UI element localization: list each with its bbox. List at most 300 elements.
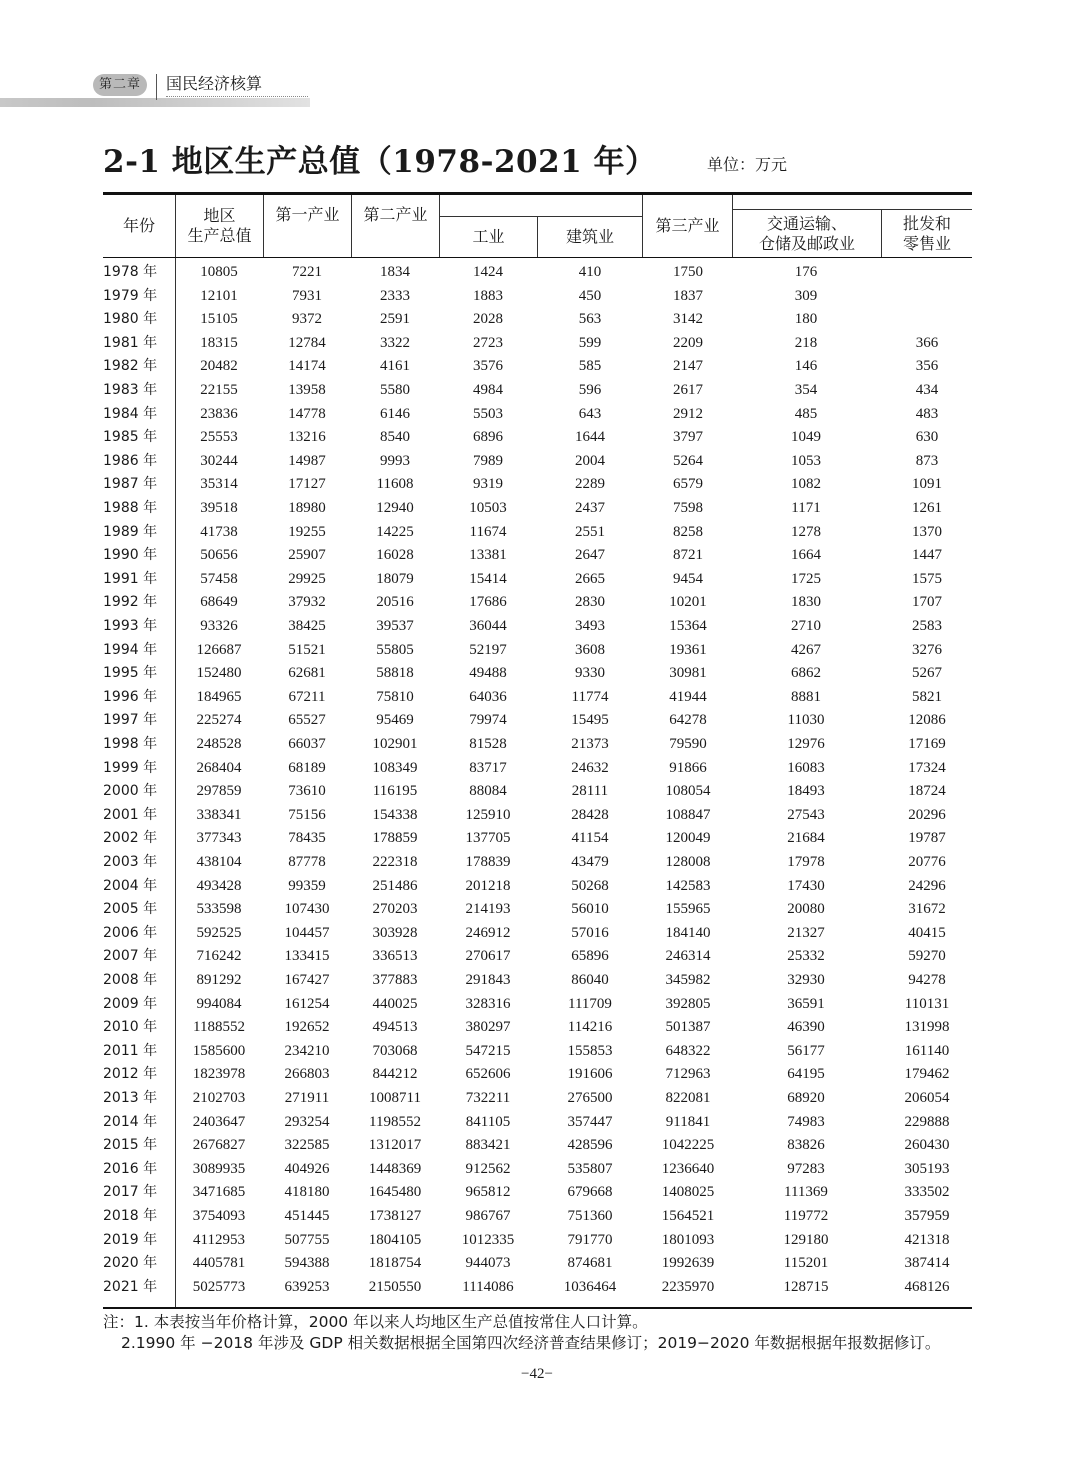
- row-value: 1830: [791, 594, 821, 611]
- row-value: 52197: [469, 641, 507, 658]
- row-value: 24296: [908, 877, 946, 894]
- row-value: 19787: [908, 830, 946, 847]
- row-value: 15364: [669, 618, 707, 634]
- row-value: 891292: [196, 972, 242, 988]
- row-value: 4161: [380, 358, 410, 375]
- table-row: [103, 1229, 972, 1253]
- row-value: 20516: [376, 594, 414, 611]
- row-value: 155965: [665, 901, 711, 918]
- row-value: 17324: [908, 759, 946, 776]
- row-value: 108349: [372, 759, 418, 776]
- row-value: 107430: [284, 901, 330, 918]
- row-year: 2021 年: [103, 1278, 158, 1295]
- row-value: 59270: [908, 948, 946, 965]
- row-value: 25907: [288, 547, 326, 564]
- row-value: 50268: [571, 877, 609, 894]
- row-value: 37932: [288, 594, 326, 611]
- row-value: 1750: [673, 264, 703, 280]
- row-value: 1738127: [368, 1208, 422, 1224]
- header-bottom-rule: [103, 257, 972, 258]
- row-value: 1585600: [192, 1042, 246, 1059]
- row-value: 50656: [200, 547, 238, 564]
- row-value: 2102703: [192, 1090, 246, 1106]
- table-row: [103, 875, 972, 899]
- row-year: 1995 年: [103, 665, 158, 682]
- row-value: 81528: [469, 736, 507, 752]
- header-sub-rule-tertiary: [732, 209, 972, 210]
- row-value: 24632: [571, 759, 609, 776]
- row-value: 58818: [376, 665, 414, 682]
- row-value: 1114086: [462, 1278, 514, 1295]
- row-value: 46390: [787, 1019, 825, 1036]
- row-year: 1989 年: [103, 523, 158, 540]
- row-value: 366: [915, 334, 939, 351]
- row-value: 404926: [284, 1160, 330, 1177]
- row-value: 137705: [465, 830, 511, 847]
- row-year: 1987 年: [103, 476, 158, 493]
- row-value: 356: [915, 358, 939, 375]
- row-value: 266803: [284, 1066, 330, 1083]
- row-year: 2006 年: [103, 924, 158, 941]
- page-number: −42−: [521, 1366, 553, 1382]
- row-value: [882, 261, 972, 285]
- row-value: 51521: [288, 641, 326, 658]
- table-row: [103, 332, 972, 356]
- row-value: 31672: [908, 901, 946, 918]
- row-value: 822081: [665, 1090, 711, 1106]
- row-value: 3089935: [192, 1160, 246, 1177]
- table-row: [103, 308, 972, 332]
- row-value: 152480: [196, 665, 242, 682]
- row-value: 268404: [196, 759, 242, 776]
- row-value: 21684: [787, 830, 825, 847]
- col-header-secondary: 第二产业: [363, 205, 428, 224]
- row-value: 104457: [284, 924, 330, 941]
- table-row: [103, 285, 972, 309]
- row-value: 19361: [669, 641, 707, 658]
- row-value: 5503: [473, 405, 503, 422]
- row-value: 7931: [292, 287, 322, 304]
- row-year: 1992 年: [103, 594, 158, 611]
- table-row: [103, 615, 972, 639]
- row-value: 2665: [575, 570, 605, 587]
- row-value: 176: [794, 264, 818, 280]
- header-vrule: [642, 195, 643, 257]
- row-value: 592525: [196, 924, 242, 941]
- table-row: [103, 1040, 972, 1064]
- row-value: 246314: [665, 948, 711, 965]
- row-value: 78435: [288, 830, 326, 847]
- row-value: 29925: [288, 570, 326, 587]
- header-vrule: [732, 195, 733, 257]
- table-row: [103, 639, 972, 663]
- row-value: 599: [578, 334, 602, 351]
- row-value: 965812: [465, 1184, 511, 1201]
- col-header-primary: 第一产业: [275, 205, 340, 224]
- header-vrule: [263, 195, 264, 257]
- header-divider: [156, 74, 157, 100]
- row-value: 451445: [284, 1208, 330, 1224]
- row-value: 155853: [567, 1042, 613, 1059]
- row-value: 251486: [372, 877, 418, 894]
- row-value: 225274: [196, 712, 242, 729]
- row-value: 30981: [669, 665, 707, 682]
- row-year: 1988 年: [103, 500, 158, 516]
- row-value: 56177: [787, 1042, 825, 1059]
- row-value: 131998: [904, 1019, 950, 1036]
- header-decor-bar: [0, 98, 310, 107]
- row-value: 387414: [904, 1255, 950, 1272]
- table-row: [103, 1276, 972, 1300]
- row-year: 1981 年: [103, 334, 158, 351]
- row-year: 1978 年: [103, 264, 158, 280]
- row-value: 357959: [904, 1208, 950, 1224]
- table-row: [103, 473, 972, 497]
- table-title: 2-1 地区生产总值（1978-2021 年）: [103, 144, 657, 180]
- row-value: 79590: [669, 736, 707, 752]
- row-value: 191606: [567, 1066, 613, 1083]
- row-value: 2710: [791, 618, 821, 634]
- table-row: [103, 1111, 972, 1135]
- row-value: 41154: [571, 830, 609, 847]
- row-value: 93326: [200, 618, 238, 634]
- row-value: 57458: [200, 570, 238, 587]
- row-value: 1664: [791, 547, 821, 564]
- row-value: 83717: [469, 759, 507, 776]
- row-value: 68649: [200, 594, 238, 611]
- row-value: 246912: [465, 924, 511, 941]
- table-row: [103, 757, 972, 781]
- row-value: 27543: [787, 806, 825, 823]
- row-value: 1645480: [368, 1184, 422, 1201]
- row-value: 16028: [376, 547, 414, 564]
- row-value: 75156: [288, 806, 326, 823]
- row-value: 2289: [575, 476, 605, 493]
- col-header-wholesale: 批发和 零售业: [902, 214, 951, 253]
- row-value: 19255: [288, 523, 326, 540]
- row-value: 3471685: [192, 1184, 246, 1201]
- row-value: 119772: [783, 1208, 829, 1224]
- table-row: [103, 450, 972, 474]
- row-value: 39537: [376, 618, 414, 634]
- row-year: 1984 年: [103, 405, 158, 422]
- row-value: 2617: [673, 382, 703, 398]
- row-value: 2333: [380, 287, 410, 304]
- row-value: 13381: [469, 547, 507, 564]
- row-value: 86040: [571, 972, 609, 988]
- row-value: 345982: [665, 972, 711, 988]
- row-value: 201218: [465, 877, 511, 894]
- row-value: 468126: [904, 1278, 950, 1295]
- row-value: 2551: [575, 523, 605, 540]
- row-value: 10503: [469, 500, 507, 516]
- table-row: [103, 261, 972, 285]
- row-year: 2000 年: [103, 783, 158, 800]
- row-value: 270203: [372, 901, 418, 918]
- row-year: 1979 年: [103, 287, 158, 304]
- row-value: 184140: [665, 924, 711, 941]
- row-value: 180: [794, 311, 818, 328]
- row-value: 28111: [571, 783, 609, 800]
- row-value: 4405781: [192, 1255, 246, 1272]
- col-header-gdp: 地区 生产总值: [187, 206, 252, 245]
- table-row: [103, 1158, 972, 1182]
- row-value: 9330: [575, 665, 605, 682]
- row-value: 75810: [376, 688, 414, 705]
- row-value: 62681: [288, 665, 326, 682]
- row-value: 1053: [791, 452, 821, 469]
- row-value: 2912: [673, 405, 703, 422]
- row-value: 14174: [288, 358, 326, 375]
- row-value: 110131: [904, 995, 950, 1012]
- row-value: 178839: [465, 854, 511, 870]
- row-value: 8881: [791, 688, 821, 705]
- row-year: 2017 年: [103, 1184, 158, 1201]
- row-value: 1834: [380, 264, 410, 280]
- row-year: 2019 年: [103, 1231, 158, 1248]
- row-value: 3797: [673, 429, 703, 446]
- row-value: 271911: [284, 1090, 330, 1106]
- row-value: 13958: [288, 382, 326, 398]
- row-value: 18493: [787, 783, 825, 800]
- row-value: 161254: [284, 995, 330, 1012]
- row-value: 17127: [288, 476, 326, 493]
- row-value: 994084: [196, 995, 242, 1012]
- row-value: 56010: [571, 901, 609, 918]
- row-value: 297859: [196, 783, 242, 800]
- row-value: 2830: [575, 594, 605, 611]
- row-value: 336513: [372, 948, 418, 965]
- row-year: 1982 年: [103, 358, 158, 375]
- row-value: 38425: [288, 618, 326, 634]
- row-year: 2004 年: [103, 877, 158, 894]
- table-row: [103, 521, 972, 545]
- row-value: 338341: [196, 806, 242, 823]
- row-value: 1424: [473, 264, 503, 280]
- row-year: 1990 年: [103, 547, 158, 564]
- row-value: 716242: [196, 948, 242, 965]
- row-value: 36044: [469, 618, 507, 634]
- row-value: 354: [794, 382, 818, 398]
- row-value: 108847: [665, 806, 711, 823]
- row-value: 64195: [787, 1066, 825, 1083]
- table-row: [103, 568, 972, 592]
- row-value: 6896: [473, 429, 503, 446]
- row-year: 2001 年: [103, 806, 158, 823]
- row-value: 214193: [465, 901, 511, 918]
- table-row: [103, 1087, 972, 1111]
- table-notes: [103, 1312, 983, 1354]
- row-value: 91866: [669, 759, 707, 776]
- row-value: 2150550: [368, 1278, 422, 1295]
- table-bottom-rule: [103, 1307, 972, 1309]
- unit-label: 单位：万元: [707, 155, 788, 174]
- row-value: [882, 308, 972, 332]
- row-value: 5580: [380, 382, 410, 398]
- row-value: 14987: [288, 452, 326, 469]
- row-value: 57016: [571, 924, 609, 941]
- row-value: 563: [578, 311, 602, 328]
- row-value: 94278: [908, 972, 946, 988]
- row-value: 1312017: [368, 1137, 422, 1154]
- row-value: 73610: [288, 783, 326, 800]
- row-value: 12940: [376, 500, 414, 516]
- row-value: 206054: [904, 1090, 950, 1106]
- row-value: 270617: [465, 948, 511, 965]
- row-value: 10805: [200, 264, 238, 280]
- row-value: 222318: [372, 854, 418, 870]
- row-value: 1823978: [192, 1066, 246, 1083]
- row-year: 1996 年: [103, 688, 158, 705]
- col-header-tertiary: 第三产业: [655, 216, 720, 235]
- row-value: 14778: [288, 405, 326, 422]
- row-value: 2209: [673, 334, 703, 351]
- row-value: 12976: [787, 736, 825, 752]
- row-value: 36591: [787, 995, 825, 1012]
- row-value: 67211: [288, 688, 326, 705]
- row-year: 1983 年: [103, 382, 158, 398]
- row-value: 912562: [465, 1160, 511, 1177]
- row-value: 303928: [372, 924, 418, 941]
- row-value: 1082: [791, 476, 821, 493]
- table-row: [103, 403, 972, 427]
- row-value: 14225: [376, 523, 414, 540]
- row-value: 4112953: [193, 1231, 245, 1248]
- row-value: 3493: [575, 618, 605, 634]
- col-header-construction: 建筑业: [565, 227, 614, 246]
- row-value: 178859: [372, 830, 418, 847]
- row-value: 7598: [673, 500, 703, 516]
- row-year: 2002 年: [103, 830, 158, 847]
- row-value: 377343: [196, 830, 242, 847]
- row-value: 11674: [469, 523, 507, 540]
- row-year: 1993 年: [103, 618, 158, 634]
- row-value: 9372: [292, 311, 322, 328]
- row-value: 95469: [376, 712, 414, 729]
- row-value: 20080: [787, 901, 825, 918]
- row-value: 841105: [465, 1113, 511, 1130]
- row-value: 507755: [284, 1231, 330, 1248]
- row-value: 108054: [665, 783, 711, 800]
- row-value: 421318: [904, 1231, 950, 1248]
- row-value: 21327: [787, 924, 825, 941]
- row-value: 1008711: [369, 1090, 421, 1106]
- row-value: 154338: [372, 806, 418, 823]
- row-value: 40415: [908, 924, 946, 941]
- row-value: 873: [915, 452, 939, 469]
- header-vrule: [351, 195, 352, 257]
- running-header: [0, 68, 310, 108]
- row-value: 1575: [912, 570, 942, 587]
- table-row: [103, 426, 972, 450]
- row-value: 146: [794, 358, 818, 375]
- row-value: 41738: [200, 523, 238, 540]
- row-value: 2235970: [661, 1278, 715, 1295]
- row-value: 291843: [465, 972, 511, 988]
- col-header-year: 年份: [122, 216, 155, 235]
- row-value: 986767: [465, 1208, 511, 1224]
- row-value: 5267: [912, 665, 942, 682]
- row-value: 1188552: [193, 1019, 245, 1036]
- row-value: 128715: [783, 1278, 829, 1295]
- row-value: 9993: [380, 452, 410, 469]
- col-header-transport: 交通运输、 仓储及邮政业: [758, 214, 855, 253]
- header-sub-rule-secondary: [439, 216, 643, 217]
- row-value: 1278: [791, 523, 821, 540]
- row-value: 20776: [908, 854, 946, 870]
- row-value: 41944: [669, 688, 707, 705]
- row-year: 2010 年: [103, 1019, 158, 1036]
- row-value: 234210: [284, 1042, 330, 1059]
- table-row: [103, 733, 972, 757]
- row-value: 377883: [372, 972, 418, 988]
- row-year: 2009 年: [103, 995, 158, 1012]
- row-value: 17686: [469, 594, 507, 611]
- row-value: 248528: [196, 736, 242, 752]
- table-row: [103, 497, 972, 521]
- header-vrule: [439, 195, 440, 257]
- row-value: 450: [578, 287, 602, 304]
- table-row: [103, 969, 972, 993]
- row-value: 179462: [904, 1066, 950, 1083]
- row-value: 2723: [473, 334, 503, 351]
- note-2: 2.1990 年 −2018 年涉及 GDP 相关数据根据全国第四次经济普查结果修订；2019−2020 年数据根据年报数据修订。: [121, 1334, 941, 1352]
- section-title: 国民经济核算: [166, 74, 263, 93]
- row-value: 883421: [465, 1137, 511, 1154]
- row-value: 111709: [568, 995, 612, 1012]
- row-value: 276500: [567, 1090, 613, 1106]
- row-value: 9319: [473, 476, 503, 493]
- table-row: [103, 686, 972, 710]
- row-value: 64278: [669, 712, 707, 729]
- row-year: 2012 年: [103, 1066, 158, 1083]
- row-year: 2015 年: [103, 1137, 158, 1154]
- table-row: [103, 1205, 972, 1229]
- row-value: 10201: [669, 594, 707, 611]
- row-value: 68920: [787, 1090, 825, 1106]
- row-value: 483: [915, 405, 939, 422]
- row-value: 428596: [567, 1137, 613, 1154]
- row-value: 7221: [292, 264, 322, 280]
- row-value: 167427: [284, 972, 330, 988]
- row-value: 440025: [372, 995, 418, 1012]
- row-year: 1986 年: [103, 452, 158, 469]
- row-value: 703068: [372, 1042, 418, 1059]
- row-value: 874681: [567, 1255, 613, 1272]
- table-row: [103, 355, 972, 379]
- row-value: 1801093: [661, 1231, 715, 1248]
- row-year: 2003 年: [103, 854, 158, 870]
- row-value: 679668: [567, 1184, 613, 1201]
- row-value: 643: [578, 405, 602, 422]
- row-value: 17430: [787, 877, 825, 894]
- row-value: 15414: [469, 570, 507, 587]
- row-value: 1644: [575, 429, 605, 446]
- table-row: [103, 1134, 972, 1158]
- row-value: 66037: [288, 736, 326, 752]
- table-row: [103, 851, 972, 875]
- row-value: 1408025: [661, 1184, 715, 1201]
- row-value: 43479: [571, 854, 609, 870]
- row-value: 4984: [473, 382, 503, 398]
- table-row: [103, 662, 972, 686]
- row-value: 99359: [288, 877, 326, 894]
- row-value: 751360: [567, 1208, 613, 1224]
- row-value: 23836: [200, 405, 238, 422]
- chapter-badge: 第二章: [93, 74, 147, 96]
- row-value: 485: [794, 405, 818, 422]
- table-row: [103, 827, 972, 851]
